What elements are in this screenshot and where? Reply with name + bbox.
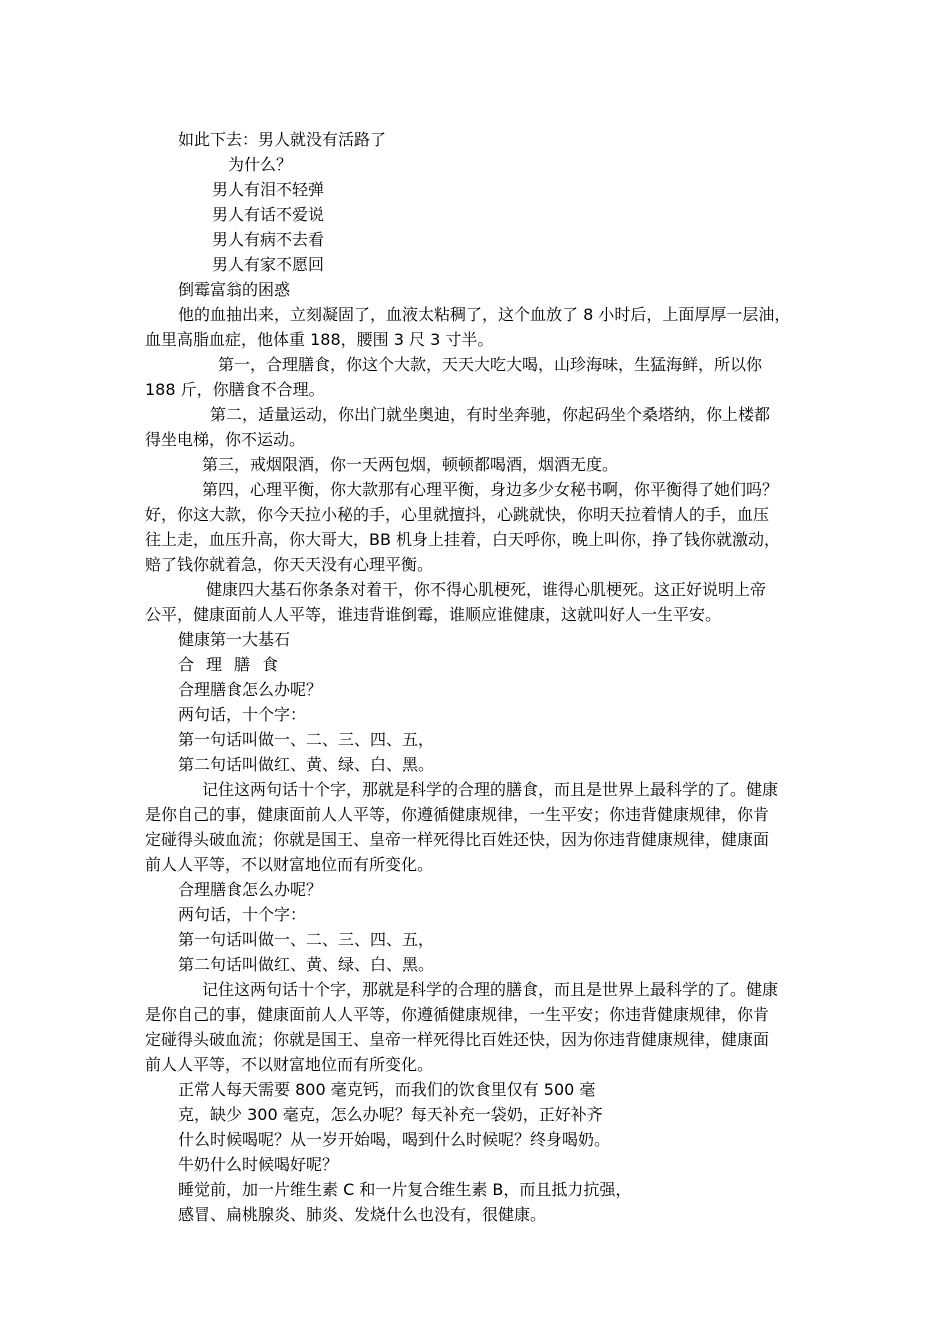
text-line: 第一句话叫做一、二、三、四、五，	[178, 930, 435, 949]
text-line: 好，你这大款，你今天拉小秘的手，心里就擅抖，心跳就快，你明天拉着情人的手，血压	[145, 505, 770, 524]
text-line: 188 斤，你膳食不合理。	[145, 380, 325, 399]
text-line: 第三，戒烟限酒，你一天两包烟，顿顿都喝酒，烟酒无度。	[202, 455, 619, 474]
text-line: 两句话，十个字：	[178, 905, 307, 924]
text-line: 为什么？	[228, 155, 293, 174]
text-line: 第二，适量运动，你出门就坐奥迪，有时坐奔驰，你起码坐个桑塔纳，你上楼都	[210, 405, 771, 424]
text-line: 男人有家不愿回	[212, 255, 325, 274]
text-line: 正常人每天需要 800 毫克钙，而我们的饮食里仅有 500 毫	[178, 1080, 596, 1099]
text-line: 得坐电梯，你不运动。	[145, 430, 306, 449]
text-line: 克，缺少 300 毫克，怎么办呢？每天补充一袋奶，正好补齐	[178, 1105, 603, 1124]
text-line: 是你自己的事，健康面前人人平等，你遵循健康规律，一生平安；你违背健康规律，你肯	[145, 805, 770, 824]
section-heading: 健康第一大基石	[178, 630, 291, 649]
text-line: 第一，合理膳食，你这个大款，天天大吃大喝，山珍海味，生猛海鲜，所以你	[218, 355, 763, 374]
text-line: 定碰得头破血流；你就是国王、皇帝一样死得比百姓还快，因为你违背健康规律，健康面	[145, 1030, 770, 1049]
text-line: 感冒、扁桃腺炎、肺炎、发烧什么也没有，很健康。	[178, 1205, 547, 1224]
text-line: 往上走，血压升高，你大哥大，BB 机身上挂着，白天呼你，晚上叫你，挣了钱你就激动，	[145, 530, 781, 549]
text-line: 定碰得头破血流；你就是国王、皇帝一样死得比百姓还快，因为你违背健康规律，健康面	[145, 830, 770, 849]
text-line: 他的血抽出来，立刻凝固了，血液太粘稠了，这个血放了 8 小时后，上面厚厚一层油，	[178, 305, 791, 324]
text-line: 赔了钱你就着急，你天天没有心理平衡。	[145, 555, 434, 574]
text-line: 记住这两句话十个字，那就是科学的合理的膳食，而且是世界上最科学的了。健康	[202, 980, 779, 999]
text-line: 牛奶什么时候喝好呢？	[178, 1155, 339, 1174]
text-line: 第二句话叫做红、黄、绿、白、黑。	[178, 955, 435, 974]
text-line: 公平，健康面前人人平等，谁违背谁倒霉，谁顺应谁健康，这就叫好人一生平安。	[145, 605, 722, 624]
text-line: 第四，心理平衡，你大款那有心理平衡，身边多少女秘书啊，你平衡得了她们吗？	[202, 480, 779, 499]
text-line: 健康四大基石你条条对着干，你不得心肌梗死，谁得心肌梗死。这正好说明上帝	[206, 580, 767, 599]
text-line: 前人人平等，不以财富地位而有所变化。	[145, 1055, 434, 1074]
text-line: 前人人平等，不以财富地位而有所变化。	[145, 855, 434, 874]
text-line: 男人有泪不轻弹	[212, 180, 325, 199]
text-line: 是你自己的事，健康面前人人平等，你遵循健康规律，一生平安；你违背健康规律，你肯	[145, 1005, 770, 1024]
text-line: 合理膳食怎么办呢？	[178, 680, 323, 699]
text-line: 如此下去：男人就没有活路了	[178, 130, 387, 149]
text-line: 第二句话叫做红、黄、绿、白、黑。	[178, 755, 435, 774]
text-line: 合理膳食怎么办呢？	[178, 880, 323, 899]
text-line: 记住这两句话十个字，那就是科学的合理的膳食，而且是世界上最科学的了。健康	[202, 780, 779, 799]
text-line: 两句话，十个字：	[178, 705, 307, 724]
text-line: 什么时候喝呢？从一岁开始喝，喝到什么时候呢？终身喝奶。	[178, 1130, 611, 1149]
section-heading: 倒霉富翁的困惑	[178, 280, 291, 299]
text-line: 第一句话叫做一、二、三、四、五，	[178, 730, 435, 749]
text-line: 男人有话不爱说	[212, 205, 325, 224]
section-subheading: 合理膳食	[178, 655, 291, 674]
text-line: 男人有病不去看	[212, 230, 325, 249]
text-line: 睡觉前，加一片维生素 C 和一片复合维生素 B，而且抵力抗强，	[178, 1180, 632, 1199]
text-line: 血里高脂血症，他体重 188，腰围 3 尺 3 寸半。	[145, 330, 494, 349]
